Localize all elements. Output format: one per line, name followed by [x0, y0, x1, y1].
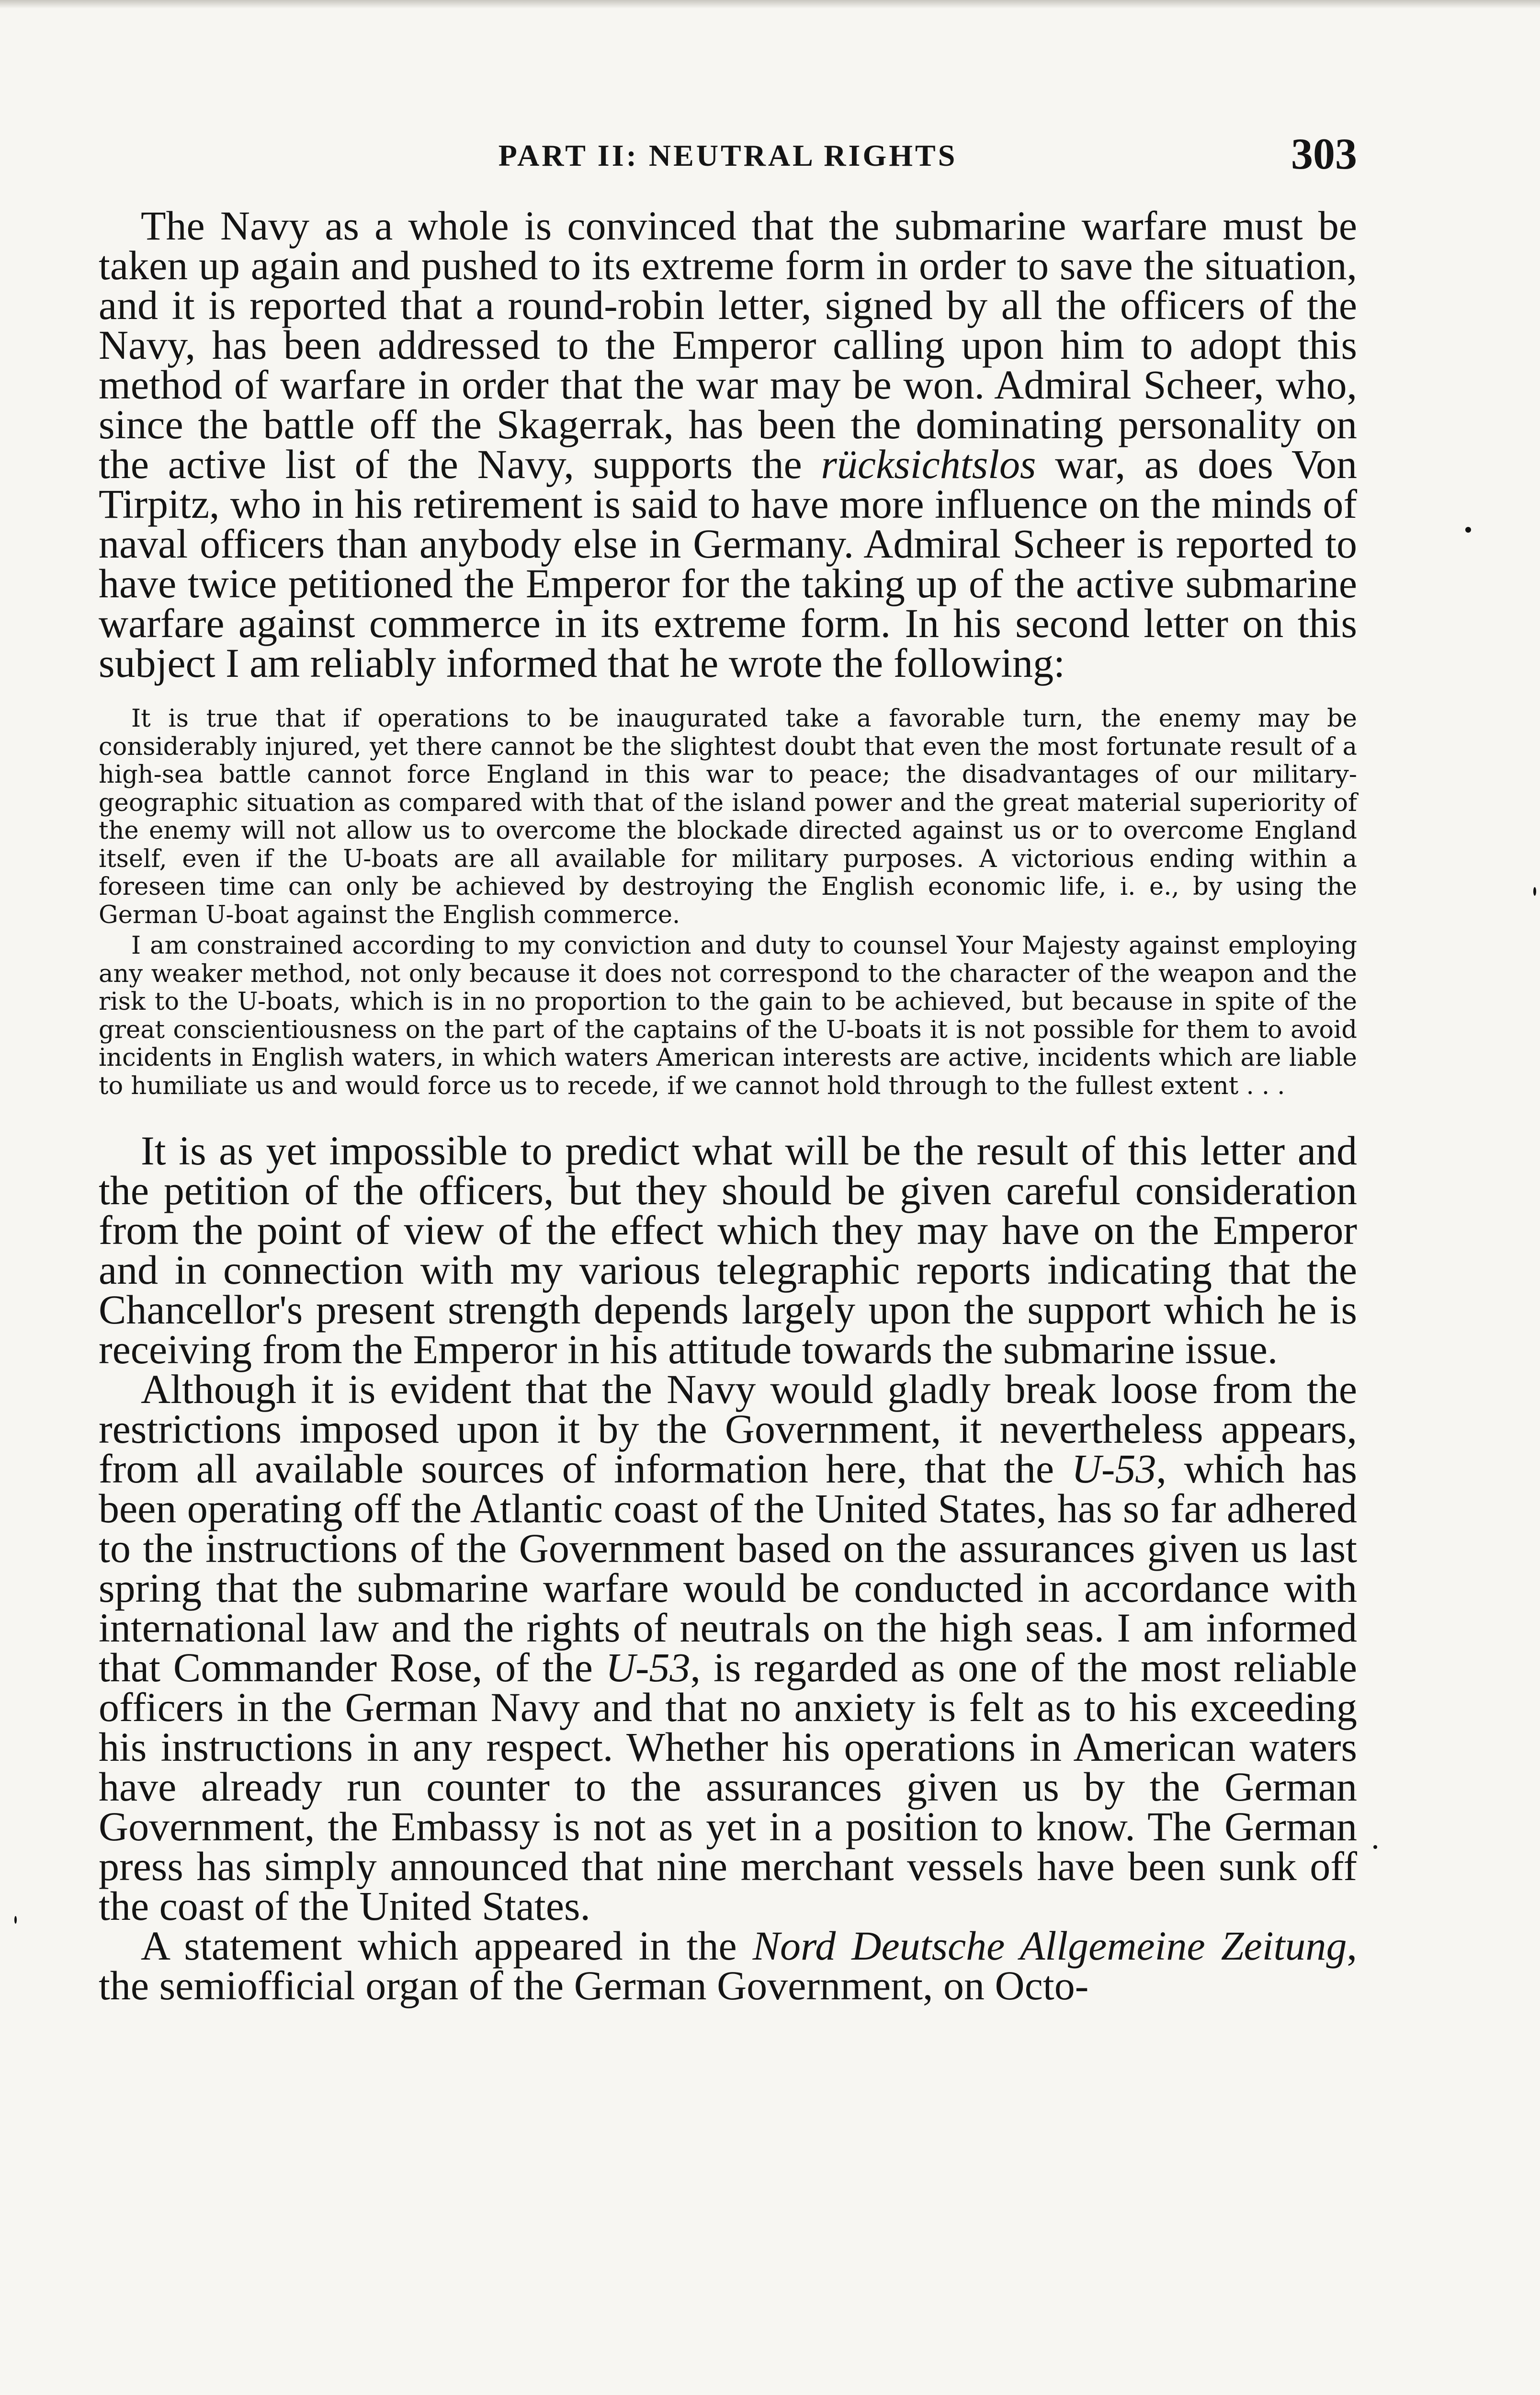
- paragraph-1-part-b: war, as does Von Tirpitz, who in his retirement is said to have more influence on the minds of naval officers than anybody else in Germany. Admiral Scheer is reported to have twice petitioned the Emperor for the taking up of the active submarine warfare against commerce in its extreme form. In his second letter on this subject I am reliably informed that he wrote the following:: [99, 441, 1357, 686]
- scan-edge-shadow: [0, 0, 1540, 9]
- paragraph-3-part-c: , is regarded as one of the most reliable officers in the German Navy and that no anxiety is felt as to his exceeding his instructions in any respect. Whether his operations in American waters have already run counter to the assurances given us by the German Government, the Embassy is not as yet in a position to know. The German press has simply announced that nine merchant vessels have been sunk off the coast of the United States.: [99, 1644, 1357, 1929]
- paragraph-2: It is as yet impossible to predict what will be the result of this letter and the petition of the officers, but they should be given careful consideration from the point of view of the effect which they may have on the Emperor and in connection with my various telegraphic reports indicating that the Chancellor's present strength depends largely upon the support which he is receiving from the Emperor in his attitude towards the submarine issue.: [99, 1128, 1357, 1372]
- paragraph-4: [99, 1923, 1358, 2008]
- running-title: PART II: NEUTRAL RIGHTS: [498, 138, 958, 172]
- quote-paragraph-1: It is true that if operations to be inaugurated take a favorable turn, the enemy may be considerably injured, yet there cannot be the slightest doubt that even the most fortunate result of a high-sea battle cannot force England in this war to peace; the disadvantages of our military-geographic situation as compared with that of the island power and the great material superiority of the enemy will not allow us to overcome the blockade directed against us or to overcome England itself, even if the U-boats are all available for military purposes. A victorious ending within a foreseen time can only be achieved by destroying the English economic life, i. e., by using the German U-boat against the English commerce.: [99, 705, 1357, 929]
- italic-u53-first: U-53: [1071, 1446, 1156, 1492]
- margin-fleck: [1373, 1845, 1377, 1849]
- paragraph-3-part-b: , which has been operating off the Atlantic coast of the United States, has so far adhered to the instructions of the Government based on the assurances given us last spring that the submarine warfare would be conducted in accordance with international law and the rights of neutrals on the high seas. I am informed that Commander Rose, of the: [99, 1446, 1357, 1690]
- margin-fleck: [1465, 527, 1471, 533]
- italic-term-rucksichtslos: rücksichtslos: [821, 441, 1036, 487]
- quote-paragraph-2: I am constrained according to my conviction and duty to counsel Your Majesty against employing any weaker method, not only because it does not correspond to the character of the weapon and the risk to the U-boats, which is in no proportion to the gain to be achieved, but because in spite of the great conscientiousness on the part of the captains of the U-boats it is not possible for them to avoid incidents in English waters, in which waters American interests are active, incidents which are liable to humiliate us and would force us to recede, if we cannot hold through to the fullest extent . . .: [99, 932, 1357, 1100]
- page-number: 303: [1291, 129, 1357, 178]
- italic-u53-second: U-53: [605, 1644, 691, 1690]
- margin-fleck: [14, 1916, 17, 1924]
- page-header: [99, 128, 1357, 186]
- italic-newspaper-title: Nord Deutsche Allgemeine Zeitung: [752, 1923, 1347, 1969]
- margin-fleck: [1533, 887, 1536, 896]
- paragraph-3: [99, 1366, 1357, 1929]
- paragraph-4-part-a: A statement which appeared in the: [141, 1923, 753, 1969]
- paragraph-3-part-a: Although it is evident that the Navy would gladly break loose from the restrictions imposed upon it by the Government, it nevertheless appears, from all available sources of information here, that the: [99, 1366, 1357, 1492]
- block-quote: [99, 705, 1357, 1100]
- paragraph-1: [99, 203, 1357, 686]
- body-text: [99, 203, 1358, 2008]
- paragraph-1-part-a: The Navy as a whole is convinced that the submarine warfare must be taken up again and pushed to its extreme form in order to save the situation, and it is reported that a round-robin letter, signed by all the officers of the Navy, has been addressed to the Emperor calling upon him to adopt this method of warfare in order that the war may be won. Admiral Scheer, who, since the battle off the Skagerrak, has been the dominating personality on the active list of the Navy, supports the: [99, 203, 1357, 487]
- paragraph-4-part-b: , the semiofficial organ of the German Government, on Octo-: [99, 1923, 1358, 2008]
